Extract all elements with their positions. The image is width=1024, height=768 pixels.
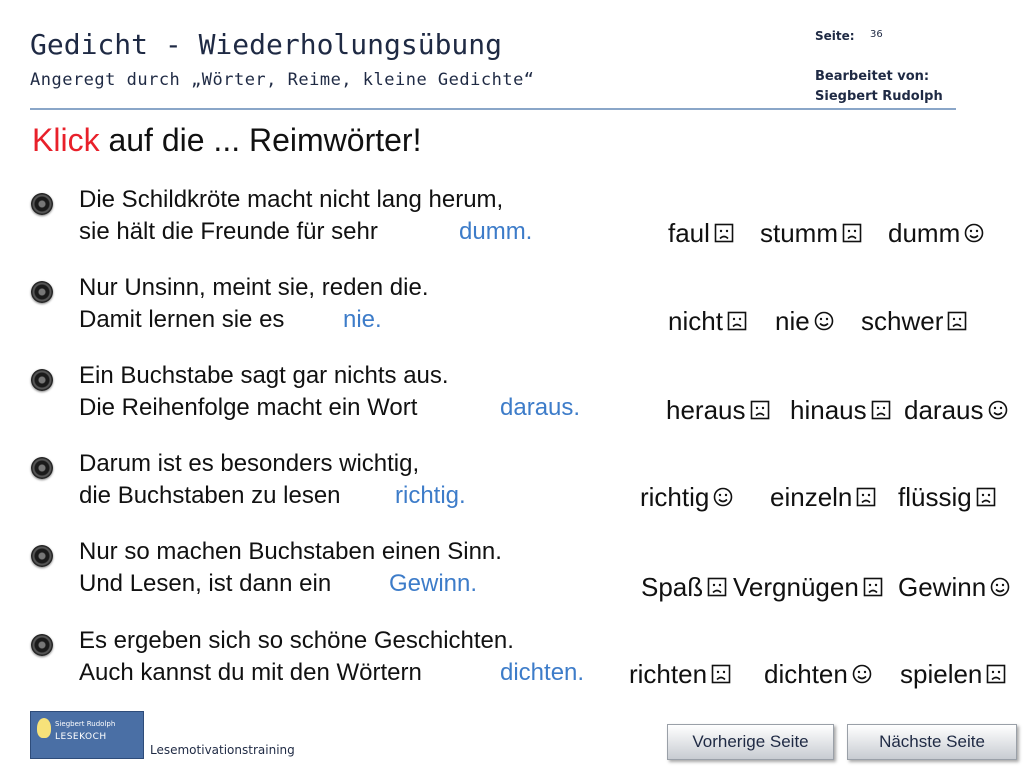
next-page-button[interactable]: Nächste Seite (847, 724, 1017, 760)
choice-word: Spaß (641, 572, 704, 602)
verse-line-2: Auch kannst du mit den Wörtern (79, 659, 422, 686)
prev-page-button[interactable]: Vorherige Seite (667, 724, 834, 760)
choice-word: daraus (904, 395, 984, 425)
instruction-highlight: Klick (32, 122, 100, 158)
edited-by (815, 67, 985, 107)
choice-flüssig[interactable] (898, 482, 996, 514)
choice-dumm[interactable] (888, 218, 984, 250)
verse-line-1: Ein Buchstabe sagt gar nichts aus. (79, 362, 449, 389)
choice-word: einzeln (770, 482, 853, 512)
choice-word: Vergnügen (733, 572, 859, 602)
author-name: Siegbert Rudolph (815, 89, 943, 104)
speaker-icon[interactable] (31, 545, 53, 567)
choice-word: hinaus (790, 395, 867, 425)
sad-face-icon (711, 660, 731, 691)
choice-gewinn[interactable] (898, 572, 1010, 604)
choice-word: nie (775, 306, 810, 336)
sad-face-icon (714, 219, 734, 250)
choice-hinaus[interactable] (790, 395, 891, 427)
sad-face-icon (871, 396, 891, 427)
sad-face-icon (707, 573, 727, 604)
speaker-icon[interactable] (31, 281, 53, 303)
page-number: 36 (870, 29, 883, 40)
sad-face-icon (727, 307, 747, 338)
sad-face-icon (842, 219, 862, 250)
choice-word: Gewinn (898, 572, 987, 602)
choice-word: spielen (900, 659, 983, 689)
sad-face-icon (986, 660, 1006, 691)
verse-line-1: Darum ist es besonders wichtig, (79, 450, 420, 477)
verse-line-1: Nur Unsinn, meint sie, reden die. (79, 274, 429, 301)
verse-answer: daraus. (500, 394, 581, 421)
page-subtitle: Angeregt durch „Wörter, Reime, kleine Gedichte“ (30, 70, 535, 90)
choice-vergnügen[interactable] (733, 572, 883, 604)
choice-word: richten (629, 659, 708, 689)
speaker-icon[interactable] (31, 634, 53, 656)
page-title: Gedicht - Wiederholungsübung (30, 28, 503, 61)
smiley-face-icon (990, 573, 1010, 604)
smiley-face-icon (988, 396, 1008, 427)
choice-heraus[interactable] (666, 395, 770, 427)
footer-label: Lesemotivationstraining (150, 743, 295, 757)
logo-line1: Siegbert Rudolph (55, 720, 116, 728)
verse-line-2: die Buchstaben zu lesen (79, 482, 341, 509)
sad-face-icon (856, 483, 876, 514)
smiley-face-icon (852, 660, 872, 691)
choice-word: faul (668, 218, 710, 248)
choice-word: schwer (861, 306, 944, 336)
choice-spielen[interactable] (900, 659, 1006, 691)
verse-answer: dichten. (500, 659, 585, 686)
sad-face-icon (976, 483, 996, 514)
edited-by-label: Bearbeitet von: (815, 69, 930, 84)
instruction-text: auf die ... Reimwörter! (108, 122, 422, 158)
choice-word: dumm (888, 218, 961, 248)
smiley-face-icon (713, 483, 733, 514)
sad-face-icon (863, 573, 883, 604)
verse-line-2: Die Reihenfolge macht ein Wort (79, 394, 418, 421)
choice-nicht[interactable] (668, 306, 747, 338)
choice-word: richtig (640, 482, 710, 512)
speaker-icon[interactable] (31, 457, 53, 479)
lesekoch-logo (30, 711, 144, 759)
verse-answer: nie. (343, 306, 382, 333)
verse-line-2: Und Lesen, ist dann ein (79, 570, 332, 597)
verse-answer: Gewinn. (389, 570, 478, 597)
logo-line2: LESEKOCH (55, 732, 107, 742)
sad-face-icon (750, 396, 770, 427)
speaker-icon[interactable] (31, 193, 53, 215)
sad-face-icon (947, 307, 967, 338)
header-divider (30, 108, 956, 110)
choice-stumm[interactable] (760, 218, 862, 250)
verse-answer: richtig. (395, 482, 466, 509)
choice-faul[interactable] (668, 218, 734, 250)
verse-line-1: Nur so machen Buchstaben einen Sinn. (79, 538, 502, 565)
choice-word: stumm (760, 218, 838, 248)
choice-nie[interactable] (775, 306, 834, 338)
choice-word: dichten (764, 659, 848, 689)
choice-einzeln[interactable] (770, 482, 876, 514)
lightbulb-icon (37, 718, 51, 738)
choice-word: nicht (668, 306, 723, 336)
verse-answer: dumm. (459, 218, 533, 245)
smiley-face-icon (964, 219, 984, 250)
choice-dichten[interactable] (764, 659, 872, 691)
choice-richten[interactable] (629, 659, 731, 691)
choice-spaß[interactable] (641, 572, 727, 604)
verse-line-2: Damit lernen sie es (79, 306, 285, 333)
verse-line-2: sie hält die Freunde für sehr (79, 218, 378, 245)
verse-line-1: Es ergeben sich so schöne Geschichten. (79, 627, 514, 654)
choice-daraus[interactable] (904, 395, 1008, 427)
page-label: Seite: (815, 29, 855, 43)
speaker-icon[interactable] (31, 369, 53, 391)
instruction (32, 122, 421, 159)
choice-word: heraus (666, 395, 746, 425)
choice-schwer[interactable] (861, 306, 967, 338)
choice-richtig[interactable] (640, 482, 733, 514)
verse-line-1: Die Schildkröte macht nicht lang herum, (79, 186, 504, 213)
choice-word: flüssig (898, 482, 972, 512)
smiley-face-icon (814, 307, 834, 338)
